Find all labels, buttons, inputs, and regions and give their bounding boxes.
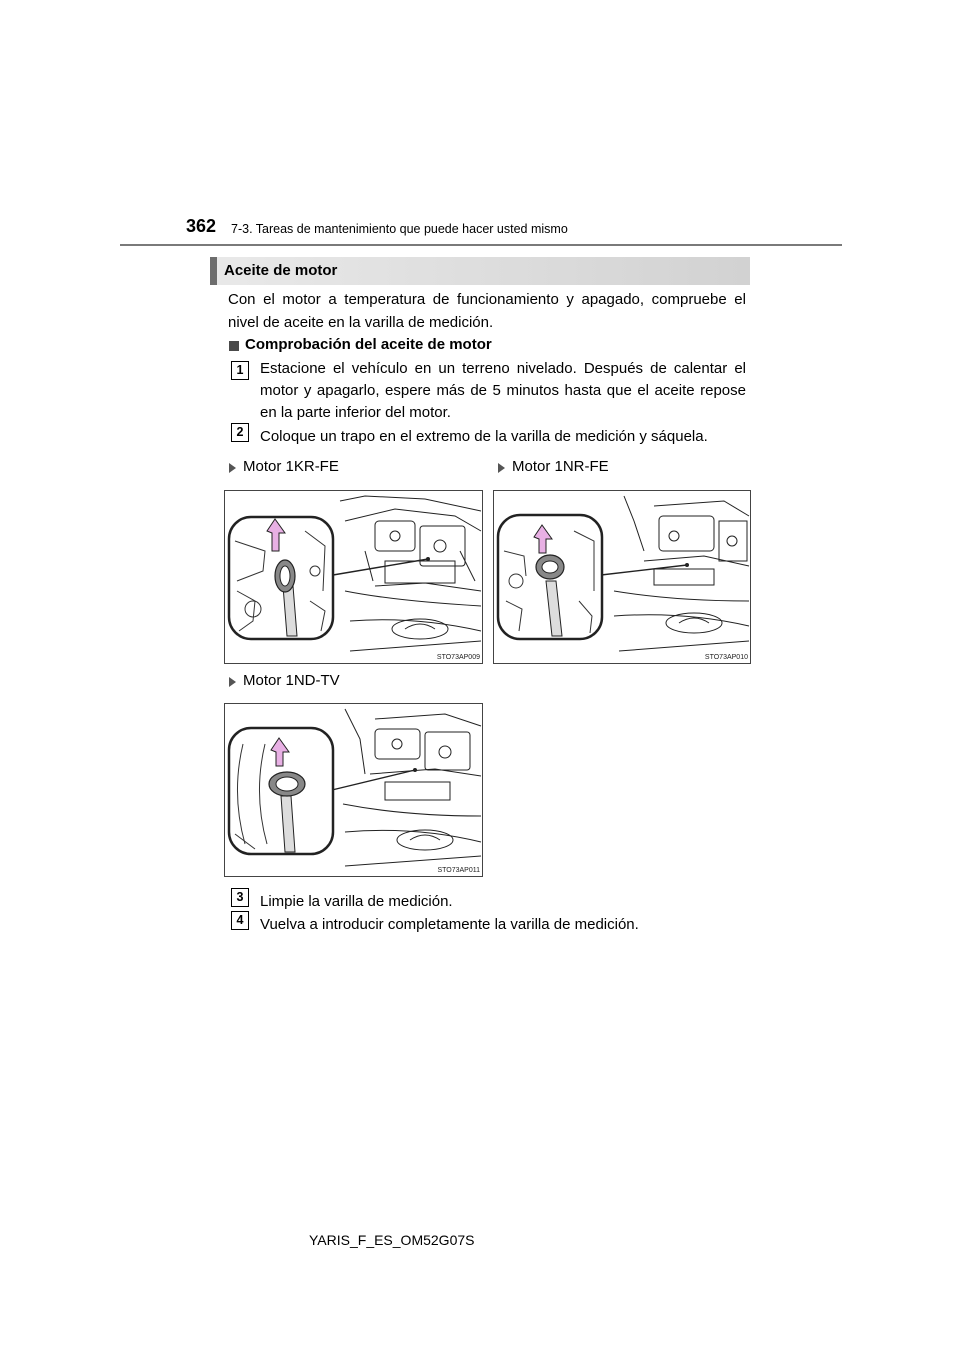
step-text-2 bbox=[260, 426, 746, 448]
step-number-4: 4 bbox=[231, 911, 249, 930]
intro-line: Con el motor a temperatura de funcionamiento y apagado, compruebe el bbox=[228, 291, 746, 308]
intro-paragraph bbox=[228, 288, 746, 334]
document-code: YARIS_F_ES_OM52G07S bbox=[309, 1232, 475, 1248]
step-line: Vuelva a introducir completamente la varilla de medición. bbox=[260, 916, 639, 933]
figure-code: STO73AP011 bbox=[437, 867, 480, 874]
step-text-3 bbox=[260, 891, 746, 913]
figure-code: STO73AP009 bbox=[436, 654, 480, 661]
intro-line: nivel de aceite en la varilla de medición. bbox=[228, 314, 494, 331]
section-title: Aceite de motor bbox=[224, 262, 338, 279]
figure-1nd-tv bbox=[224, 703, 483, 877]
triangle-bullet-icon bbox=[229, 463, 236, 473]
figure-1nr-fe bbox=[493, 490, 751, 664]
step-line: Limpie la varilla de medición. bbox=[260, 893, 453, 910]
subheading: Comprobación del aceite de motor bbox=[245, 336, 492, 353]
step-number-2: 2 bbox=[231, 423, 249, 442]
step-number-3: 3 bbox=[231, 888, 249, 907]
page-number: 362 bbox=[186, 216, 217, 236]
step-line: Estacione el vehículo en un terreno nivelado. Después de calentar el bbox=[260, 360, 746, 377]
subheading-square-icon bbox=[229, 341, 239, 351]
triangle-bullet-icon bbox=[498, 463, 505, 473]
step-line: Coloque un trapo en el extremo de la varilla de medición y sáquela. bbox=[260, 428, 708, 445]
step-line: en la parte inferior del motor. bbox=[260, 404, 451, 421]
step-number-1: 1 bbox=[231, 361, 249, 380]
header-rule bbox=[120, 244, 842, 246]
section-heading-marker bbox=[210, 257, 217, 285]
triangle-bullet-icon bbox=[229, 677, 236, 687]
chapter-title: 7-3. Tareas de mantenimiento que puede hacer usted mismo bbox=[231, 222, 568, 236]
engine-label-1nd: Motor 1ND-TV bbox=[243, 672, 340, 689]
step-text-4 bbox=[260, 914, 746, 936]
figure-code: STO73AP010 bbox=[704, 654, 748, 661]
engine-label-1nr: Motor 1NR-FE bbox=[512, 458, 609, 475]
engine-illustration-1nr bbox=[494, 491, 750, 663]
step-line: motor y apagarlo, espere más de 5 minutos hasta que el aceite repose bbox=[260, 382, 746, 399]
figure-1kr-fe bbox=[224, 490, 483, 664]
engine-illustration-1kr bbox=[225, 491, 482, 663]
step-text-1 bbox=[260, 358, 746, 424]
engine-illustration-1nd bbox=[225, 704, 482, 876]
engine-label-1kr: Motor 1KR-FE bbox=[243, 458, 339, 475]
